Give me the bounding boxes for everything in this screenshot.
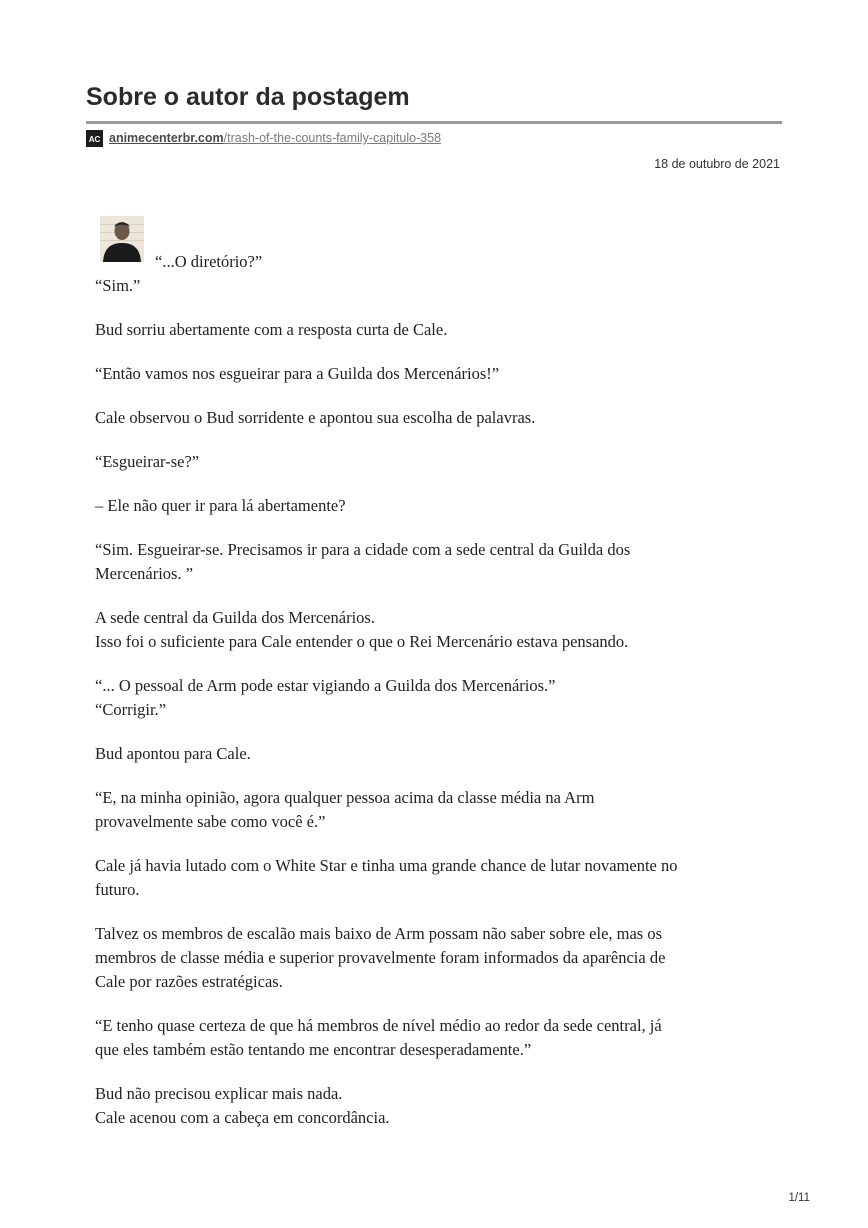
paragraph-line: Bud apontou para Cale.: [95, 744, 251, 763]
paragraph-line: membros de classe média e superior provavelmente foram informados da aparência de: [95, 948, 666, 967]
article-paragraph: [95, 538, 785, 586]
article-paragraph: [95, 250, 785, 298]
paragraph-line: provavelmente sabe como você é.”: [95, 812, 326, 831]
source-url-domain[interactable]: animecenterbr.com: [109, 131, 224, 145]
page-title: Sobre o autor da postagem: [86, 83, 410, 111]
source-line: [86, 129, 441, 147]
post-date: 18 de outubro de 2021: [654, 157, 780, 171]
article-paragraph: [95, 854, 785, 902]
article-paragraph: [95, 786, 785, 834]
article-paragraph: [95, 318, 785, 342]
paragraph-line: “...O diretório?”: [155, 252, 263, 271]
page-number: 1/11: [788, 1192, 810, 1204]
article-paragraph: [95, 494, 785, 518]
paragraph-line: Talvez os membros de escalão mais baixo de Arm possam não saber sobre ele, mas os: [95, 924, 663, 943]
paragraph-line: Bud não precisou explicar mais nada.: [95, 1084, 343, 1103]
article-paragraph: [95, 606, 785, 654]
article-paragraph: [95, 1082, 785, 1130]
paragraph-line: que eles também estão tentando me encontrar desesperadamente.”: [95, 1040, 532, 1059]
paragraph-line: “Esgueirar-se?”: [95, 452, 200, 471]
article-body: [95, 250, 785, 1150]
source-url-path[interactable]: /trash-of-the-counts-family-capitulo-358: [223, 131, 442, 145]
paragraph-line: “E, na minha opinião, agora qualquer pessoa acima da classe média na Arm: [95, 788, 595, 807]
site-logo-icon: [86, 130, 103, 147]
svg-text:AC: AC: [88, 134, 101, 144]
article-paragraph: [95, 1014, 785, 1062]
paragraph-line: futuro.: [95, 880, 140, 899]
article-paragraph: [95, 742, 785, 766]
paragraph-line: “... O pessoal de Arm pode estar vigiando a Guilda dos Mercenários.”: [95, 676, 556, 695]
article-paragraph: [95, 922, 785, 994]
paragraph-line: A sede central da Guilda dos Mercenários.: [95, 608, 375, 627]
paragraph-line: Isso foi o suficiente para Cale entender o que o Rei Mercenário estava pensando.: [95, 632, 629, 651]
paragraph-line: Cale acenou com a cabeça em concordância.: [95, 1108, 390, 1127]
paragraph-line: Bud sorriu abertamente com a resposta curta de Cale.: [95, 320, 448, 339]
paragraph-line: Cale por razões estratégicas.: [95, 972, 283, 991]
paragraph-line: “Sim. Esgueirar-se. Precisamos ir para a cidade com a sede central da Guilda dos: [95, 540, 631, 559]
paragraph-line: Cale observou o Bud sorridente e apontou sua escolha de palavras.: [95, 408, 536, 427]
article-paragraph: [95, 362, 785, 386]
paragraph-line: “Corrigir.”: [95, 700, 167, 719]
title-divider: [86, 121, 782, 124]
paragraph-line: Cale já havia lutado com o White Star e tinha uma grande chance de lutar novamente no: [95, 856, 678, 875]
article-paragraph: [95, 674, 785, 722]
paragraph-line: “E tenho quase certeza de que há membros de nível médio ao redor da sede central, já: [95, 1016, 662, 1035]
article-paragraph: [95, 406, 785, 430]
paragraph-line: “Então vamos nos esgueirar para a Guilda dos Mercenários!”: [95, 364, 500, 383]
paragraph-line: “Sim.”: [95, 276, 141, 295]
paragraph-line: – Ele não quer ir para lá abertamente?: [95, 496, 346, 515]
paragraph-line: Mercenários. ”: [95, 564, 194, 583]
article-paragraph: [95, 450, 785, 474]
